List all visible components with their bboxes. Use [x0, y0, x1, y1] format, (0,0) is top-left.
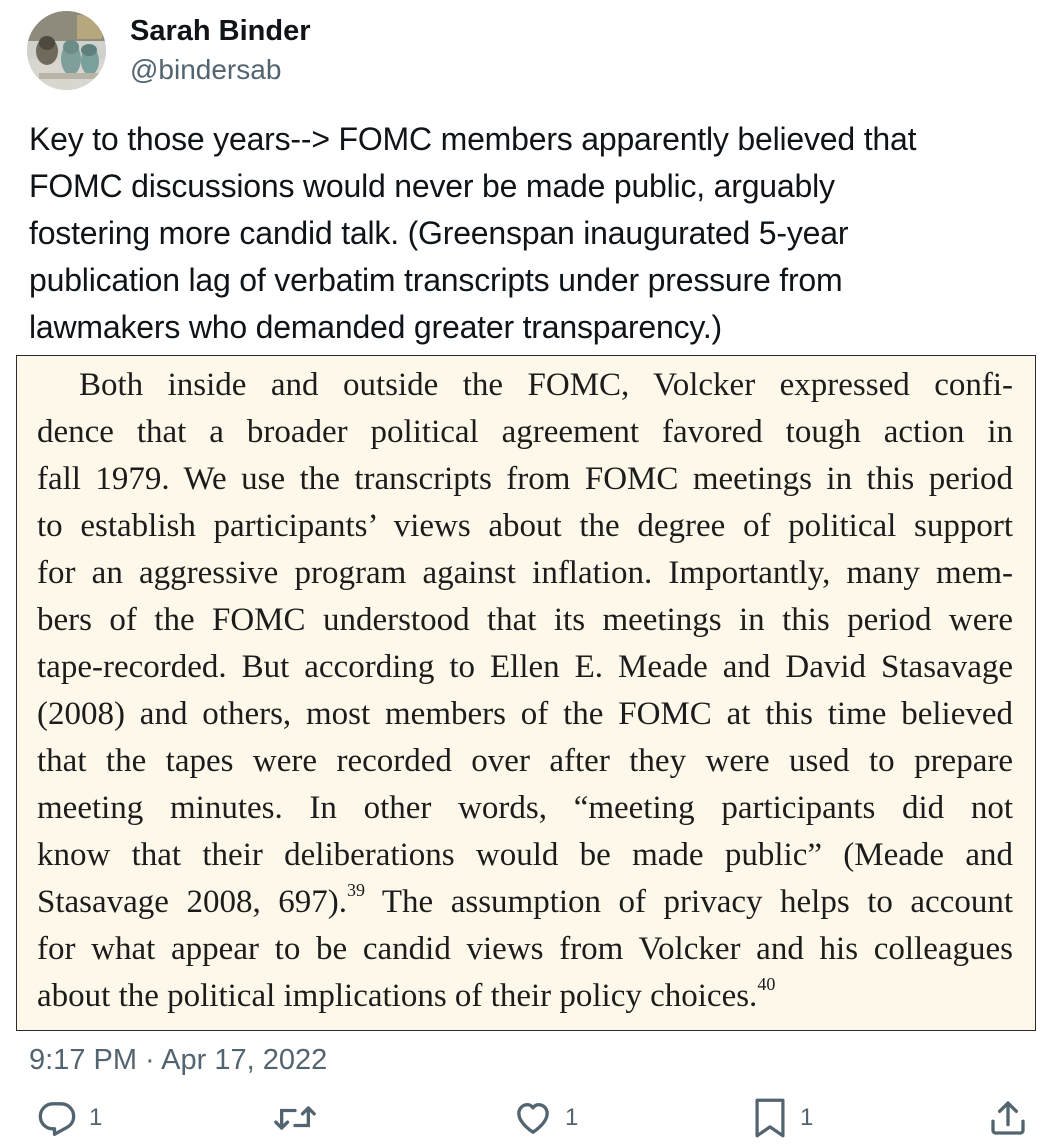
excerpt-line: bers of the FOMC understood that its meetings in this period were: [37, 602, 1013, 638]
heart-icon: [513, 1098, 553, 1138]
excerpt-line: dence that a broader political agreement favored tough action in: [37, 414, 1013, 450]
bookmark-count: 1: [800, 1104, 814, 1131]
footnote-marker: 39: [346, 880, 365, 900]
excerpt-line: meeting minutes. In other words, “meeting participants did not: [37, 790, 1013, 826]
share-button[interactable]: [988, 1096, 1028, 1140]
author-name[interactable]: Sarah Binder: [130, 15, 311, 47]
retweet-button[interactable]: [273, 1096, 329, 1140]
avatar-image: [27, 11, 106, 90]
excerpt-line: to establish participants’ views about the degree of political support: [37, 508, 1013, 544]
excerpt-line: for what appear to be candid views from Volcker and his colleagues: [37, 931, 1013, 967]
excerpt-line: (2008) and others, most members of the FOMC at this time believed: [37, 696, 1013, 732]
retweet-icon: [273, 1098, 317, 1138]
tweet-text: Key to those years--> FOMC members apparently believed that FOMC discussions would never be made public, arguably fostering more candid talk. (Greenspan inaugurated 5-year publication lag of verbatim transcripts under pressure from lawmakers who demanded greater transparency.): [29, 121, 917, 345]
excerpt-line: that the tapes were recorded over after they were used to prepare: [37, 743, 1013, 779]
bookmark-button[interactable]: [752, 1096, 813, 1140]
like-count: 1: [565, 1104, 579, 1131]
excerpt-line: fall 1979. We use the transcripts from FOMC meetings in this period: [37, 461, 1013, 497]
avatar[interactable]: [27, 11, 106, 90]
excerpt-image[interactable]: [16, 355, 1036, 1031]
excerpt-line: tape-recorded. But according to Ellen E. Meade and David Stasavage: [37, 649, 1013, 685]
reply-button[interactable]: [37, 1096, 102, 1140]
reply-icon: [37, 1098, 77, 1138]
excerpt-line: [37, 973, 1013, 1020]
tweet-timestamp[interactable]: 9:17 PM · Apr 17, 2022: [29, 1044, 328, 1076]
footnote-marker: 40: [757, 974, 776, 994]
excerpt-line: [37, 879, 1013, 926]
excerpt-text: The assumption of privacy helps to account: [364, 884, 1013, 920]
reply-count: 1: [89, 1104, 103, 1131]
author-handle[interactable]: @bindersab: [130, 54, 282, 85]
bookmark-icon: [752, 1097, 788, 1139]
like-button[interactable]: [513, 1096, 578, 1140]
excerpt-line: know that their deliberations would be made public” (Meade and: [37, 837, 1013, 873]
excerpt-line: for an aggressive program against inflation. Importantly, many mem-: [37, 555, 1013, 591]
excerpt-line: Both inside and outside the FOMC, Volcker expressed confi-: [79, 367, 1013, 403]
excerpt-text: about the political implications of their policy choices.: [37, 978, 758, 1014]
excerpt-text: Stasavage 2008, 697).: [37, 884, 347, 920]
share-icon: [988, 1098, 1028, 1138]
